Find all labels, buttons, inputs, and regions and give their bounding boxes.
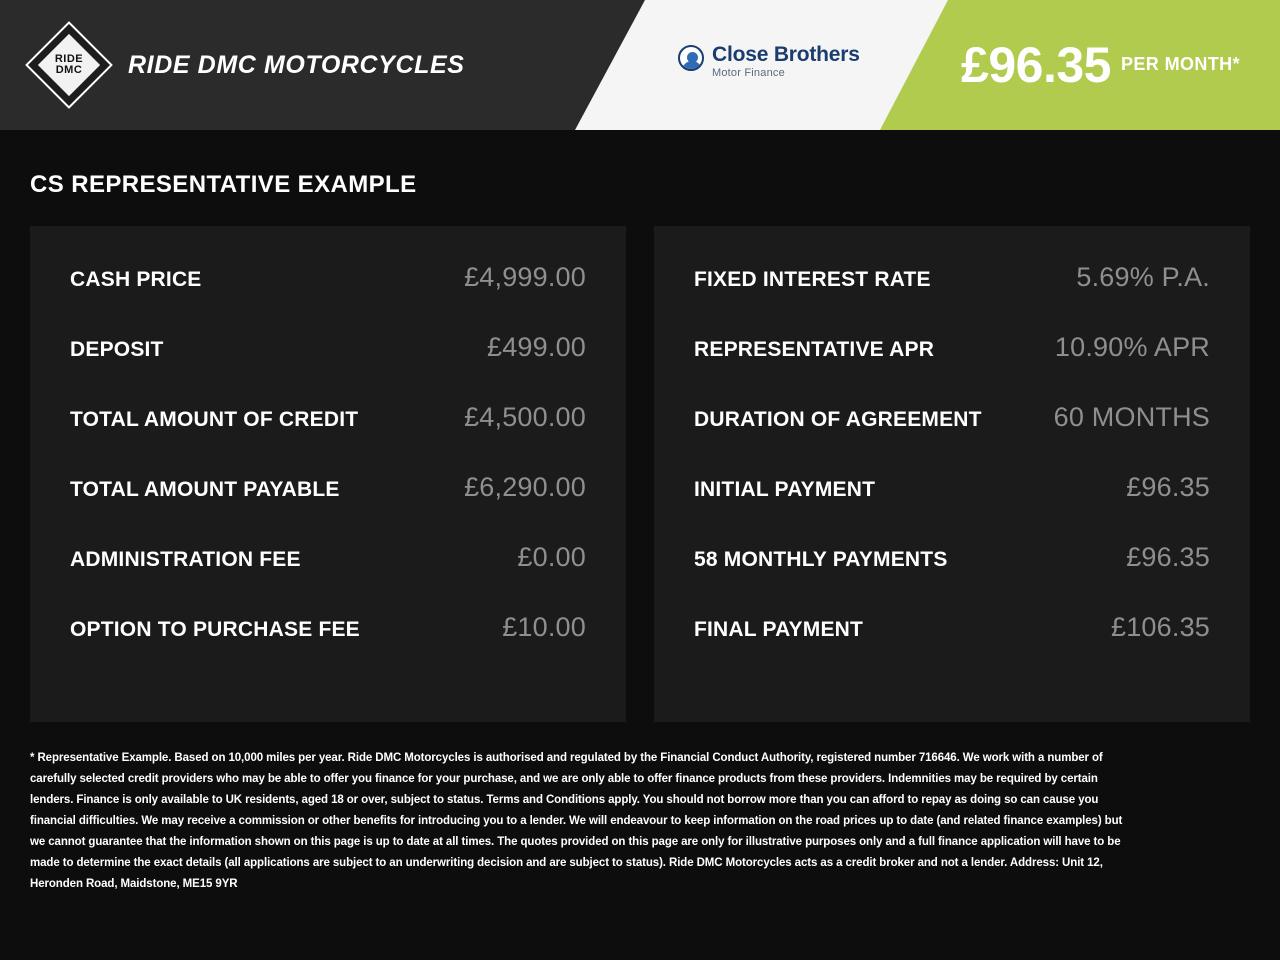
lender-subtitle: Motor Finance — [712, 67, 785, 79]
row-label: FIXED INTEREST RATE — [694, 268, 931, 291]
page-title: CS REPRESENTATIVE EXAMPLE — [30, 171, 417, 198]
table-row — [678, 542, 1226, 612]
row-value: 5.69% P.A. — [1076, 262, 1210, 292]
table-row — [678, 472, 1226, 542]
row-label: 58 MONTHLY PAYMENTS — [694, 548, 948, 571]
disclaimer-text: * Representative Example. Based on 10,000 miles per year. Ride DMC Motorcycles is authorised and regulated by the Financial Conduct Authority, registered number 716646. We work with a number of carefully selected credit providers who may be able to offer you finance for your purchase, and we are only able to offer finance products from these providers. Indemnities may be required by certain lenders. Finance is only available to UK residents, aged 18 or over, subject to status. Terms and Conditions apply. You should not borrow more than you can afford to repay as doing so can cause you financial difficulties. We may receive a commission or other benefits for introducing you to a lender. We will endeavour to keep information on the road prices up to date (and related finance examples) but we cannot guarantee that the information shown on this page is up to date at all times. The quotes provided on this page are only for illustrative purposes only and a full finance application will have to be made to determine the exact details (all applications are subject to an underwriting decision and are subject to status). Ride DMC Motorcycles acts as a credit broker and not a lender. Address: Unit 12, Heronden Road, Maidstone, ME15 9YR — [30, 752, 1123, 890]
logo-initials: RIDE DMC — [54, 53, 84, 76]
row-value: £96.35 — [1126, 542, 1210, 572]
table-row — [54, 612, 602, 682]
row-label: OPTION TO PURCHASE FEE — [70, 618, 360, 641]
monthly-price-amount: £96.35 — [961, 37, 1111, 93]
table-row — [54, 472, 602, 542]
close-brothers-avatar-icon — [678, 45, 704, 71]
row-value: £4,999.00 — [464, 262, 586, 292]
table-row — [54, 332, 602, 402]
table-row — [678, 402, 1226, 472]
site-header — [0, 0, 1280, 130]
row-value: £0.00 — [517, 542, 586, 572]
row-value: £10.00 — [502, 612, 586, 642]
lender-name: Close Brothers — [712, 43, 860, 66]
table-row — [678, 612, 1226, 682]
row-label: TOTAL AMOUNT PAYABLE — [70, 478, 340, 501]
table-row — [678, 332, 1226, 402]
finance-table-right — [654, 226, 1250, 722]
monthly-price-period: PER MONTH* — [1120, 53, 1240, 74]
monthly-price-block — [961, 0, 1240, 130]
ride-dmc-diamond-logo-icon — [26, 22, 112, 108]
row-label: INITIAL PAYMENT — [694, 478, 876, 501]
row-value: £96.35 — [1126, 472, 1210, 502]
finance-tables — [0, 199, 1280, 722]
table-row — [54, 542, 602, 612]
row-value: £4,500.00 — [464, 402, 586, 432]
finance-table-left — [30, 226, 626, 722]
row-label: TOTAL AMOUNT OF CREDIT — [70, 408, 359, 431]
row-label: ADMINISTRATION FEE — [70, 548, 301, 571]
row-label: DURATION OF AGREEMENT — [694, 408, 982, 431]
row-value: 10.90% APR — [1054, 332, 1210, 362]
row-value: £499.00 — [487, 332, 586, 362]
row-label: REPRESENTATIVE APR — [694, 338, 935, 361]
brand-name: RIDE DMC MOTORCYCLES — [128, 50, 465, 79]
row-label: CASH PRICE — [70, 268, 202, 291]
row-label: DEPOSIT — [70, 338, 164, 361]
brand-lockup[interactable] — [0, 0, 465, 130]
table-row — [54, 402, 602, 472]
table-row — [678, 262, 1226, 332]
lender-logo — [678, 44, 860, 80]
row-value: £6,290.00 — [464, 472, 586, 502]
row-value: 60 MONTHS — [1053, 402, 1210, 432]
row-value: £106.35 — [1111, 612, 1210, 642]
table-row — [54, 262, 602, 332]
row-label: FINAL PAYMENT — [694, 618, 864, 641]
